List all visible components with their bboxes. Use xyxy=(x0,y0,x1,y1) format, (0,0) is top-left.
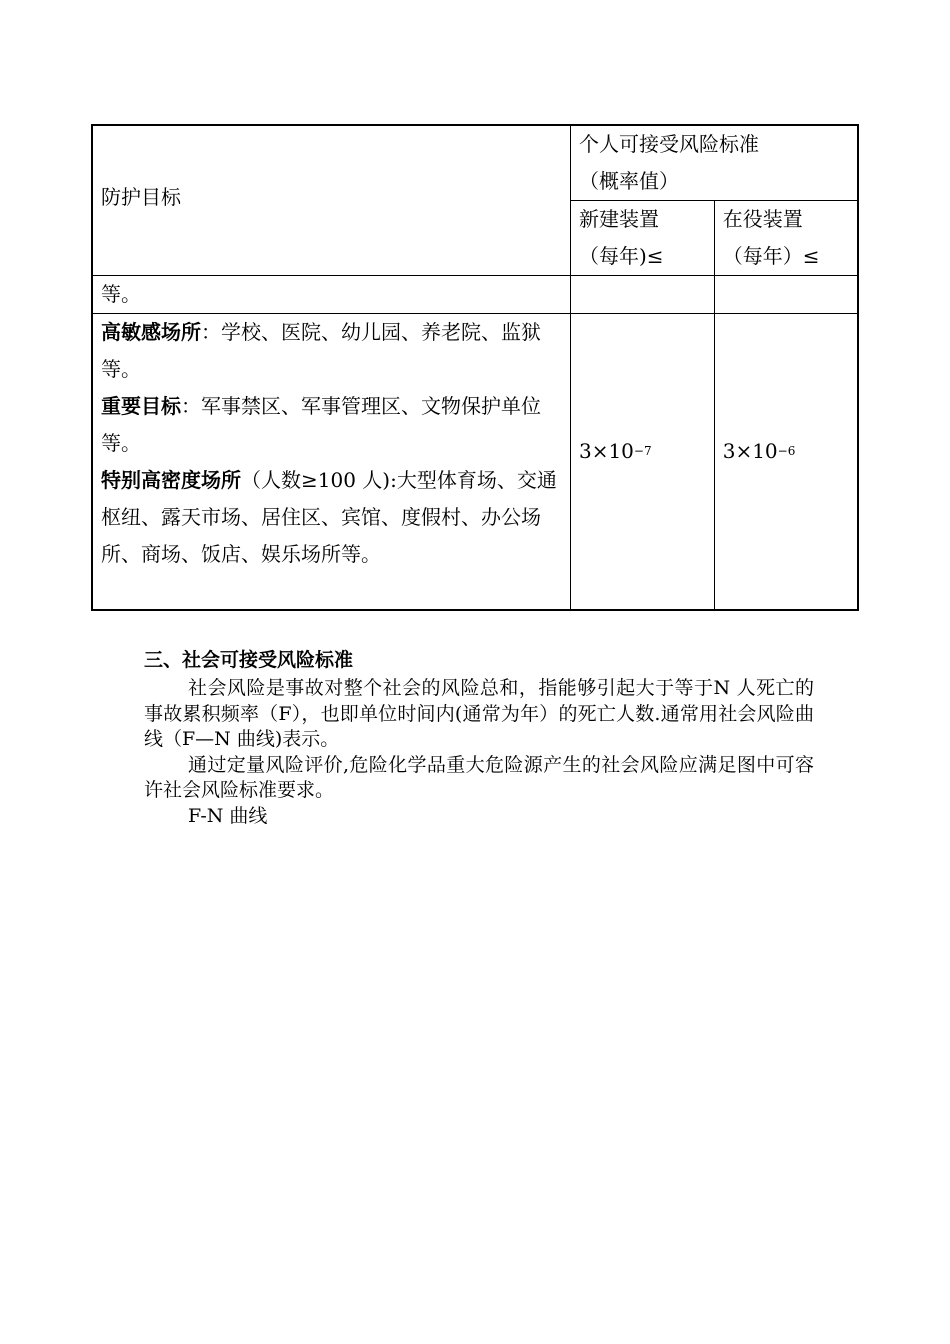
target-group-lead: 特别高密度场所 xyxy=(101,468,241,492)
new-risk-exponent: −7 xyxy=(633,443,652,458)
section-heading: 三、社会可接受风险标准 xyxy=(144,649,354,671)
target-group-important xyxy=(101,388,562,462)
figure-label: F-N 曲线 xyxy=(188,804,268,827)
header-standard-sublabel: （概率值） xyxy=(578,169,679,193)
old-risk-value xyxy=(722,439,796,469)
header-target-label: 防护目标 xyxy=(101,185,181,209)
continuation-target-text: 等。 xyxy=(101,282,141,306)
target-group-text: ：学校、医院、幼儿园、养老院、监狱等。 xyxy=(101,320,541,381)
new-risk-value-cell xyxy=(570,314,714,611)
target-group-lead: 重要目标 xyxy=(101,394,181,418)
target-group-text: ：军事禁区、军事管理区、文物保护单位等。 xyxy=(101,394,541,455)
header-old-cell xyxy=(714,201,858,276)
target-group-high-density xyxy=(101,462,562,573)
header-new-unit: （每年)≤ xyxy=(578,244,664,268)
old-risk-base: 3×10 xyxy=(722,439,778,464)
continuation-old-cell xyxy=(714,276,858,314)
continuation-new-cell xyxy=(570,276,714,314)
paragraph-requirement: 通过定量风险评价,危险化学品重大危险源产生的社会风险应满足图中可容许社会风险标准要求。 xyxy=(144,753,814,801)
header-standard-cell xyxy=(570,125,858,201)
social-risk-section xyxy=(144,648,814,829)
paragraph-definition: 社会风险是事故对整个社会的风险总和，指能够引起大于等于N 人死亡的事故累积频率（F），也即单位时间内(通常为年）的死亡人数.通常用社会风险曲线（F—N 曲线)表示。 xyxy=(144,677,814,750)
header-new-label: 新建装置 xyxy=(578,207,659,231)
new-risk-value xyxy=(578,439,652,469)
new-risk-base: 3×10 xyxy=(578,439,634,464)
header-old-label: 在役装置 xyxy=(722,207,803,231)
main-target-cell xyxy=(92,314,570,611)
old-risk-value-cell xyxy=(714,314,858,611)
risk-standard-table xyxy=(91,124,859,611)
old-risk-exponent: −6 xyxy=(777,443,796,458)
header-new-cell xyxy=(570,201,714,276)
header-standard-label: 个人可接受风险标准 xyxy=(578,132,759,156)
header-old-unit: （每年）≤ xyxy=(722,244,820,268)
target-group-sensitive xyxy=(101,314,562,388)
target-group-lead: 高敏感场所 xyxy=(101,320,201,344)
continuation-target-cell xyxy=(92,276,570,314)
target-group-text: （人数≥100 人):大型体育场、交通枢纽、露天市场、居住区、宾馆、度假村、办公场所、商场、饭店、娱乐场所等。 xyxy=(101,468,557,566)
header-target-cell xyxy=(92,125,570,276)
